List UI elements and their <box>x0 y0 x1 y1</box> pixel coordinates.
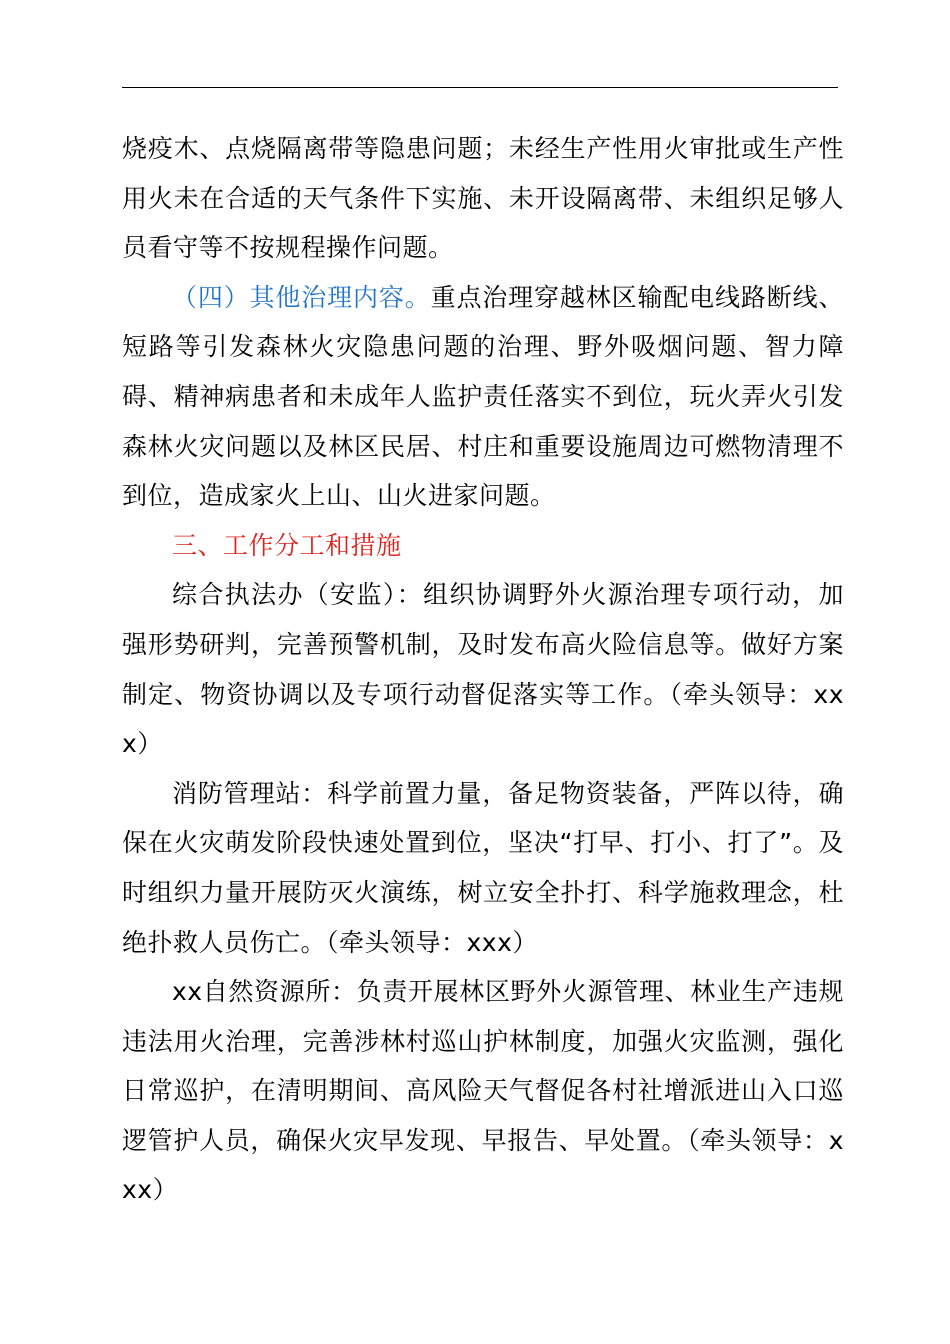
paragraph-fire-station: 消防管理站：科学前置力量，备足物资装备，严阵以待，确保在火灾萌发阶段快速处置到位，坚决“打早、打小、打了”。及时组织力量开展防灭火演练，树立安全扑打、科学施救理念，杜绝扑救人员伤亡。（牵头领导：xxx） <box>122 778 844 957</box>
section-heading-division-of-work: 三、工作分工和措施 <box>172 530 402 560</box>
paragraph-law-enforcement-office: 综合执法办（安监）：组织协调野外火源治理专项行动，加强形势研判，完善预警机制，及时发布高火险信息等。做好方案制定、物资协调以及专项行动督促落实等工作。（牵头领导：xxx） <box>122 580 844 759</box>
subheading-other-governance: （四）其他治理内容。 <box>172 282 431 312</box>
header-rule <box>122 87 838 88</box>
paragraph-natural-resources-office: xx自然资源所：负责开展林区野外火源管理、林业生产违规违法用火治理，完善涉林村巡山护林制度，加强火灾监测，强化日常巡护，在清明期间、高风险天气督促各村社增派进山入口巡逻管护人员，确保火灾早发现、早报告、早处置。（牵头领导：xxx） <box>122 977 844 1205</box>
paragraph-other-governance-body: 重点治理穿越林区输配电线路断线、短路等引发森林火灾隐患问题的治理、野外吸烟问题、智力障碍、精神病患者和未成年人监护责任落实不到位，玩火弄火引发森林火灾问题以及林区民居、村庄和重要设施周边可燃物清理不到位，造成家火上山、山火进家问题。 <box>122 282 844 511</box>
document-body <box>122 124 844 1215</box>
paragraph-other-governance <box>122 273 844 521</box>
paragraph-fire-hazards-continued: 烧疫木、点烧隔离带等隐患问题；未经生产性用火审批或生产性用火未在合适的天气条件下实施、未开设隔离带、未组织足够人员看守等不按规程操作问题。 <box>122 134 844 263</box>
